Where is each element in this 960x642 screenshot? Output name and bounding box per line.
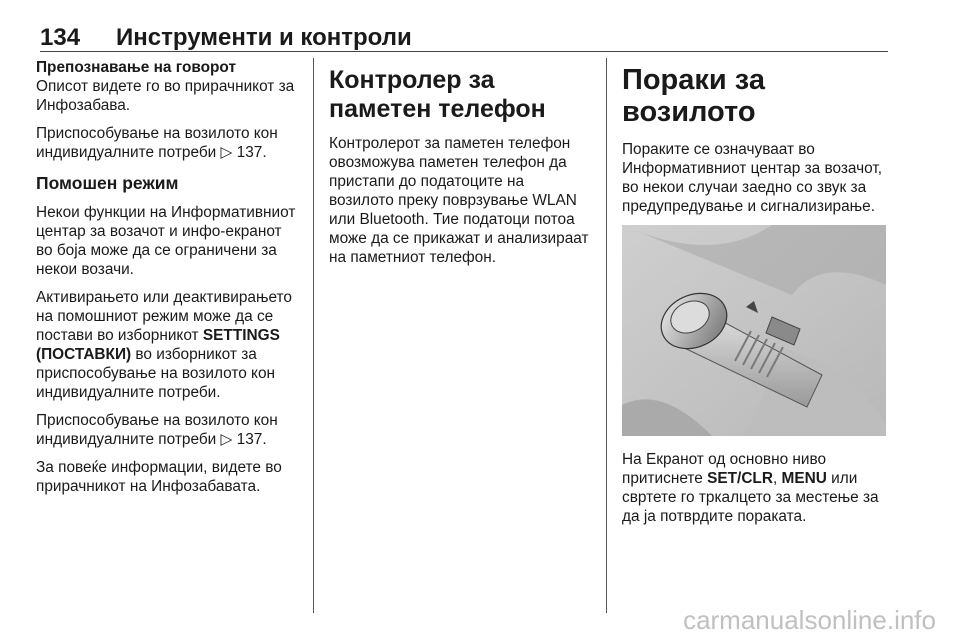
turn-signal-stalk-image <box>622 225 886 436</box>
page-ref-arrow-icon: ▷ <box>220 431 233 448</box>
vehicle-messages-text: Пораките се означуваат во Информативниот центар за возачот, во некои случаи заедно со звук за предупредување и сигнализирање. <box>622 141 883 215</box>
confirm-text-sep: , <box>772 470 778 487</box>
confirm-message-instructions <box>622 450 886 526</box>
site-watermark: carmanualsonline.info <box>683 605 936 635</box>
customization-reference-1 <box>36 124 298 162</box>
smartphone-controller-heading: Контролер за паметен телефон <box>329 66 546 123</box>
vehicle-messages-heading: Пораки за возилото <box>622 64 765 128</box>
settings-menu-name: SETTINGS (ПОСТАВКИ) <box>36 327 280 363</box>
set-clr-button-label: SET/CLR <box>707 470 773 487</box>
page-ref-link[interactable]: 137. <box>236 144 267 161</box>
smartphone-controller-text: Контролерот за паметен телефон овозможува паметен телефон да пристапи до податоците на возилото преку поврзување WLAN или Bluetooth. Тие податоци потоа може да се прикажат и анализираат на паметниот телефон. <box>329 135 589 266</box>
assist-mode-text-1: Некои функции на Информативниот центар за возачот и инфо-екранот во боја може да се ограничени за некои возачи. <box>36 204 296 278</box>
speech-recognition-text: Описот видете го во прирачникот за Инфозабава. <box>36 78 295 114</box>
page-ref-arrow-icon: ▷ <box>220 144 233 161</box>
customization-ref-text: Приспособување на возилото кон индивидуалните потреби <box>36 125 278 161</box>
confirm-text-end: или свртете го тркалцето за местење за да ја потврдите пораката. <box>622 470 879 525</box>
infotainment-reference: За повеќе информации, видете во прирачникот на Инфозабавата. <box>36 459 282 495</box>
customization-reference-2 <box>36 411 298 449</box>
assist-mode-text-end: во изборникот за приспособување на возилото кон индивидуалните потреби. <box>36 346 276 401</box>
page-header <box>40 20 888 52</box>
page-ref-link[interactable]: 137. <box>236 431 267 448</box>
column-right <box>622 58 886 535</box>
column-divider-2 <box>606 58 607 613</box>
column-middle <box>329 58 591 276</box>
page-title: Инструменти и контроли <box>116 24 412 51</box>
menu-button-label: MENU <box>781 470 827 487</box>
header-rule <box>40 51 888 52</box>
column-divider-1 <box>313 58 314 613</box>
stalk-control-illustration <box>622 225 886 436</box>
page-number: 134 <box>40 24 81 51</box>
confirm-text-start: На Екранот од основно ниво притиснете <box>622 451 827 487</box>
assist-mode-text-start: Активирањето или деактивирањето на помошниот режим може да се постави во изборникот <box>36 289 292 344</box>
assist-mode-heading: Помошен режим <box>36 173 179 193</box>
speech-recognition-heading: Препознавање на говорот <box>36 59 236 76</box>
assist-mode-text-2 <box>36 288 298 402</box>
column-left <box>36 58 298 505</box>
customization-ref-text: Приспособување на возилото кон индивидуалните потреби <box>36 412 278 448</box>
